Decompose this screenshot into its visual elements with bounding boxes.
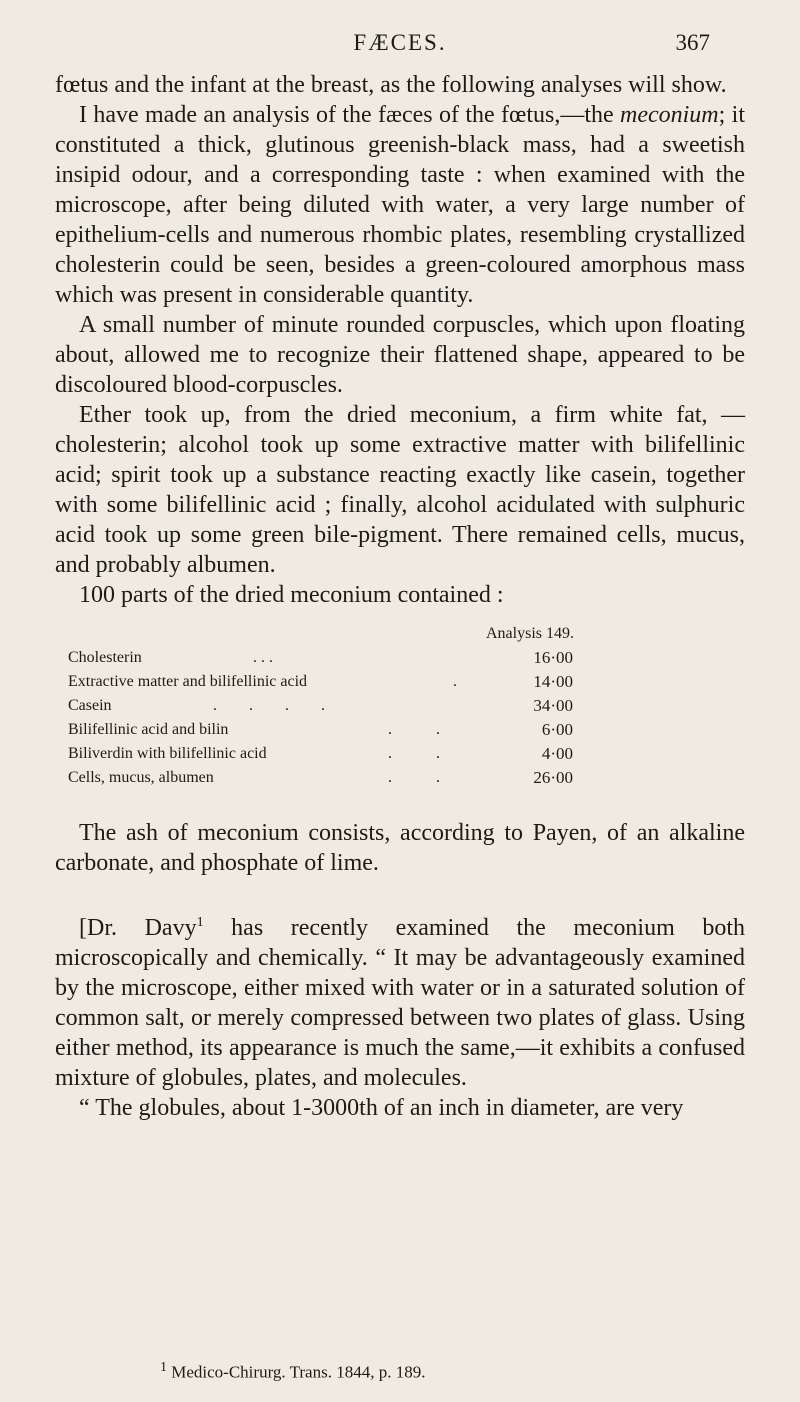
row-label: Cholesterin — [68, 649, 142, 666]
paragraph-continuation: fœtus and the infant at the breast, as the following analyses will show. — [55, 72, 727, 98]
paragraph-text: has recently examined the meconium both microscopically and chemically. “ It may be advantageously examined by the microscope, either mixed with water or in a saturated solution of common salt, or merely compressed between two plates of glass. Using either method, its appearance is much the same,—it exhibits a confused mixture of globules, plates, and molecules. — [55, 915, 745, 1091]
italic-term: meconium — [620, 102, 719, 128]
paragraph-ash: The ash of meconium consists, according to Payen, of an alkaline carbonate, and phosphate of lime. — [55, 820, 745, 876]
row-leader-dots: . — [453, 673, 457, 690]
body-text-lower — [55, 908, 745, 1123]
table-row — [68, 694, 588, 718]
paragraph-corpuscles: A small number of minute rounded corpuscles, which upon floating about, allowed me to recognize their flattened shape, appeared to be discoloured blood-corpuscles. — [55, 312, 745, 398]
running-title: FÆCES. — [353, 30, 447, 55]
row-label: Bilifellinic acid and bilin — [68, 721, 229, 738]
row-leader-dots: . . — [388, 769, 440, 786]
body-text-ash — [55, 818, 745, 878]
footnote-text: Medico-Chirurg. Trans. 1844, p. 189. — [171, 1362, 426, 1382]
row-value: 6·00 — [541, 720, 573, 739]
row-leader-dots: . . — [388, 721, 440, 738]
paragraph-ether-extraction: Ether took up, from the dried meconium, a firm white fat, —cholesterin; alcohol took up some extractive matter with bilifellinic acid; spirit took up a substance reacting exactly like casein, together with some bilifellinic acid ; finally, alcohol acidulated with sulphuric acid took up some green bile-pigment. There remained cells, mucus, and probably albumen. — [55, 402, 745, 578]
paragraph-text: [Dr. Davy — [79, 915, 197, 941]
table-row — [68, 646, 588, 670]
paragraph-table-intro: 100 parts of the dried meconium contained : — [79, 582, 504, 608]
paragraph-text: I have made an analysis of the fæces of the fœtus,—the — [79, 102, 620, 128]
row-value: 16·00 — [533, 648, 573, 667]
table-row — [68, 742, 588, 766]
table-row — [68, 718, 588, 742]
row-label: Extractive matter and bilifellinic acid — [68, 673, 308, 690]
paragraph-text: ; it constituted a thick, glutinous greenish-black mass, had a sweetish insipid odour, and a corresponding taste : when examined with the microscope, after being diluted with water, a very large number of epithelium-cells and numerous rhombic plates, resembling crystallized cholesterin could be seen, besides a green-coloured amorphous mass which was present in considerable quantity. — [55, 102, 745, 308]
paragraph-davy — [55, 908, 745, 1093]
row-label: Biliverdin with bilifellinic acid — [68, 745, 267, 762]
table-column-header: Analysis 149. — [486, 625, 574, 642]
footnote — [160, 1360, 425, 1383]
row-leader-dots: . . . — [253, 649, 273, 666]
page-header — [0, 30, 800, 60]
row-label: Casein — [68, 697, 112, 714]
table-row — [68, 670, 588, 694]
footnote-reference: 1 — [196, 915, 204, 930]
row-leader-dots: . . . . — [213, 697, 325, 714]
paragraph-globules: “ The globules, about 1-3000th of an inch in diameter, are very — [79, 1095, 684, 1121]
row-leader-dots: . . — [388, 745, 440, 762]
table-row — [68, 766, 588, 790]
row-value: 26·00 — [533, 768, 573, 787]
page-number: 367 — [675, 30, 710, 55]
paragraph-meconium-analysis — [55, 100, 745, 310]
body-text-upper — [55, 70, 745, 610]
row-value: 4·00 — [541, 744, 573, 763]
footnote-marker: 1 — [160, 1360, 167, 1375]
row-value: 14·00 — [533, 672, 573, 691]
row-value: 34·00 — [533, 696, 573, 715]
row-label: Cells, mucus, albumen — [68, 769, 214, 786]
